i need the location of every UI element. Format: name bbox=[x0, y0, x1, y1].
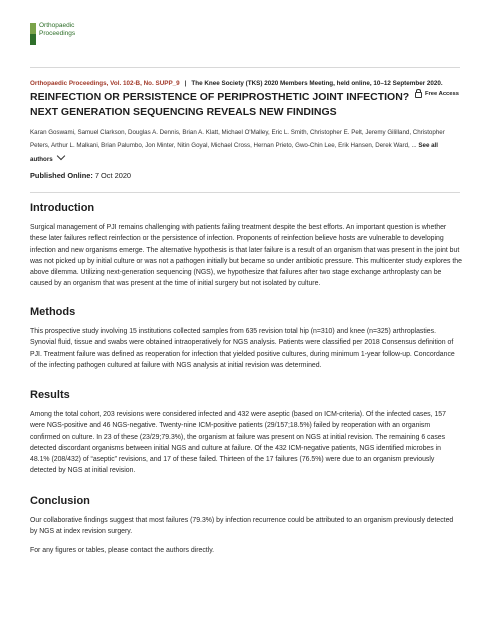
article-title: REINFECTION OR PERSISTENCE OF PERIPROSTHETIC JOINT INFECTION? NEXT GENERATION SEQUENCING REVEALS NEW FINDINGS bbox=[30, 91, 410, 118]
published-label: Published Online: bbox=[30, 171, 93, 180]
conclusion-text: Our collaborative findings suggest that most failures (79.3%) by infection recurrence could be attributed to an organism previously detected by NGS at index revision surgery. bbox=[30, 517, 454, 536]
see-all-authors-link[interactable]: See all authors bbox=[30, 142, 438, 163]
publication-date bbox=[30, 171, 131, 180]
results-heading: Results bbox=[30, 389, 70, 401]
methods-text: This prospective study involving 15 institutions collected samples from 635 revision total hip (n=310) and knee (n=325) arthroplasties. Synovial fluid, tissue and swabs were obtained intraoperatively for NGS analysis. Patients were classified per 2018 Consensus definition of PJI. Treatment failure was defined as reoperation for infection that yielded positive cultures, during minimum 1-year follow-up. Concordance of the infecting pathogen cultured at failure with NGS analysis at initial revision was determined. bbox=[30, 328, 455, 369]
free-access-badge bbox=[415, 90, 459, 98]
contact-note: For any figures or tables, please contact the authors directly. bbox=[30, 547, 215, 554]
citation-separator: | bbox=[184, 80, 187, 87]
meeting-info: The Knee Society (TKS) 2020 Members Meeting, held online, 10–12 September 2020. bbox=[191, 80, 443, 87]
chevron-down-icon[interactable] bbox=[56, 151, 64, 159]
logo-text bbox=[39, 22, 75, 38]
published-date: 7 Oct 2020 bbox=[94, 171, 132, 180]
logo-mark-icon bbox=[30, 23, 36, 45]
section-divider bbox=[30, 192, 460, 193]
journal-citation bbox=[30, 80, 470, 87]
logo-line-1: Orthopaedic bbox=[39, 22, 75, 29]
journal-logo[interactable] bbox=[30, 22, 75, 45]
author-list bbox=[30, 126, 462, 166]
conclusion-heading: Conclusion bbox=[30, 495, 90, 507]
unlock-icon bbox=[415, 92, 422, 98]
authors-text: Karan Goswami, Samuel Clarkson, Douglas A. Dennis, Brian A. Klatt, Michael O'Malley, Eric L. Smith, Christopher E. Pelt, Jeremy Gililland, Christopher Peters, Arthur L. Malkani, Brian Palumbo, Jon Minter, Nitin Goyal, Michael Cross, Hernan Prieto, Gwo-Chin Lee, Erik Hansen, Derek Ward, ... bbox=[30, 129, 445, 150]
results-text: Among the total cohort, 203 revisions were considered infected and 432 were aseptic (based on ICM-criteria). Of the infected cases, 157 were NGS-positive and 46 NGS-negative. Twenty-nine ICM-positive patients (29/157;18.5%) failed by reoperation with an organism confirmed on culture. In 23 of these (23/29;79.3%), the organism at failure was present on NGS at initial revision. The remaining 6 cases detected discordant organisms between initial NGS and culture at failure. Of the 432 ICM-negative patients, NGS identified microbes in 48.1% (208/432) of “aseptic” revisions, and 17 of these failed. Thirteen of the 17 failures (76.5%) were due to an organism previously detected by NGS at initial revision. bbox=[30, 411, 446, 475]
introduction-text: Surgical management of PJI remains challenging with patients failing treatment despite the best efforts. An important question is whether these later failures reflect reinfection or the persistence of infection. Proponents of reinfection believe hosts are vulnerable to developing infection and new organisms emerge. The alternative hypothesis is that later failure is a result of an organism that was present in the joint but was not picked up by initial culture or was not a pathogen initially but became so under antibiotic pressure. This multicenter study explores the above dilemma. Utilizing next-generation sequencing (NGS), we hypothesize that failures after two stage exchange arthroplasty can be caused by an organism that was present at the time of initial surgery but not isolated by culture. bbox=[30, 224, 462, 288]
methods-heading: Methods bbox=[30, 306, 76, 318]
header-divider bbox=[30, 67, 460, 68]
journal-link[interactable]: Orthopaedic Proceedings, Vol. 102-B, No. SUPP_9 bbox=[30, 80, 180, 87]
logo-line-2: Proceedings bbox=[39, 30, 76, 37]
free-access-label: Free Access bbox=[425, 91, 459, 97]
introduction-heading: Introduction bbox=[30, 202, 95, 214]
